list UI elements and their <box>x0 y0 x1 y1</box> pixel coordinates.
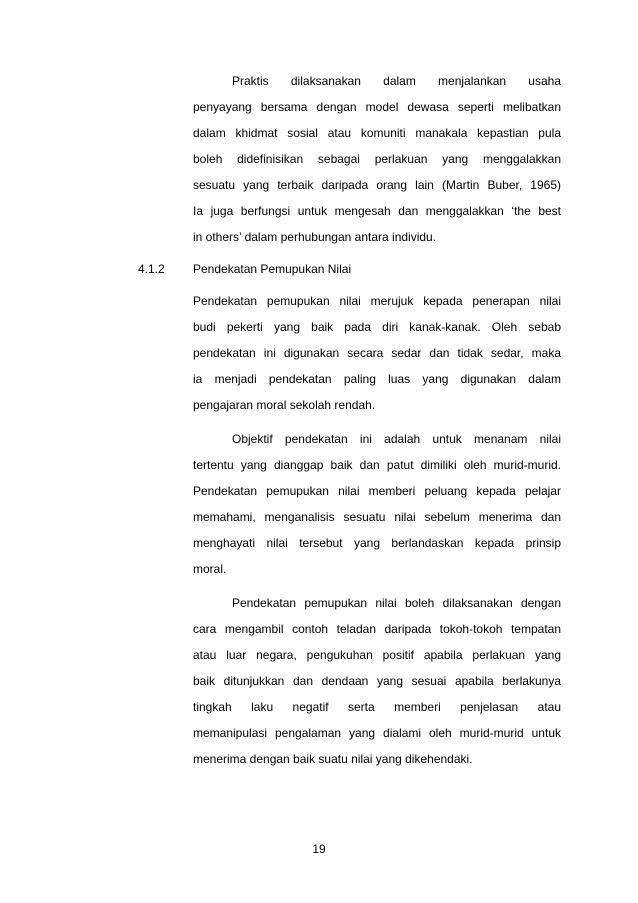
section-paragraph-1-line-5: pengajaran moral sekolah rendah. <box>193 398 376 412</box>
section-paragraph-2-line-5: menghayati nilai tersebut yang berlandaskan kepada prinsip <box>193 536 561 550</box>
paragraph-1-line-4: boleh didefinisikan sebagai perlakuan yang menggalakkan <box>193 152 561 166</box>
section-paragraph-3-line-6: memanipulasi pengalaman yang dialami oleh murid-murid untuk <box>193 726 561 740</box>
section-paragraph-1-line-2: budi pekerti yang baik pada diri kanak-kanak. Oleh sebab <box>193 320 561 334</box>
page-number: 19 <box>312 842 326 856</box>
paragraph-1-line-6: Ia juga berfungsi untuk mengesah dan menggalakkan ‘the best <box>193 204 561 218</box>
paragraph-1-line-5: sesuatu yang terbaik daripada orang lain (Martin Buber, 1965) <box>193 178 561 192</box>
section-paragraph-3-line-7: menerima dengan baik suatu nilai yang dikehendaki. <box>193 752 473 766</box>
section-number: 4.1.2 <box>138 262 165 276</box>
paragraph-1-line-3: dalam khidmat sosial atau komuniti manakala kepastian pula <box>193 126 561 140</box>
section-title: Pendekatan Pemupukan Nilai <box>193 262 352 276</box>
paragraph-1-line-2: penyayang bersama dengan model dewasa seperti melibatkan <box>193 100 561 114</box>
section-paragraph-3-line-2: cara mengambil contoh teladan daripada tokoh-tokoh tempatan <box>193 622 561 636</box>
section-paragraph-1-line-3: pendekatan ini digunakan secara sedar dan tidak sedar, maka <box>193 346 561 360</box>
section-paragraph-3-line-5: tingkah laku negatif serta memberi penjelasan atau <box>193 700 561 714</box>
paragraph-1-line-7: in others’ dalam perhubungan antara individu. <box>193 230 437 244</box>
section-paragraph-1-line-4: ia menjadi pendekatan paling luas yang digunakan dalam <box>193 372 561 386</box>
section-paragraph-2-line-6: moral. <box>193 562 227 576</box>
section-paragraph-3-line-3: atau luar negara, pengukuhan positif apabila perlakuan yang <box>193 648 561 662</box>
section-paragraph-2-line-3: Pendekatan pemupukan nilai memberi peluang kepada pelajar <box>193 484 561 498</box>
section-paragraph-2-line-1: Objektif pendekatan ini adalah untuk menanam nilai <box>232 432 561 446</box>
section-paragraph-3-line-4: baik ditunjukkan dan dendaan yang sesuai apabila berlakunya <box>193 674 561 688</box>
section-paragraph-3-line-1: Pendekatan pemupukan nilai boleh dilaksanakan dengan <box>232 596 561 610</box>
section-paragraph-2-line-4: memahami, menganalisis sesuatu nilai sebelum menerima dan <box>193 510 561 524</box>
section-paragraph-1-line-1: Pendekatan pemupukan nilai merujuk kepada penerapan nilai <box>193 294 561 308</box>
section-paragraph-2-line-2: tertentu yang dianggap baik dan patut dimiliki oleh murid-murid. <box>193 458 561 472</box>
paragraph-1-line-1: Praktis dilaksanakan dalam menjalankan usaha <box>232 74 561 88</box>
